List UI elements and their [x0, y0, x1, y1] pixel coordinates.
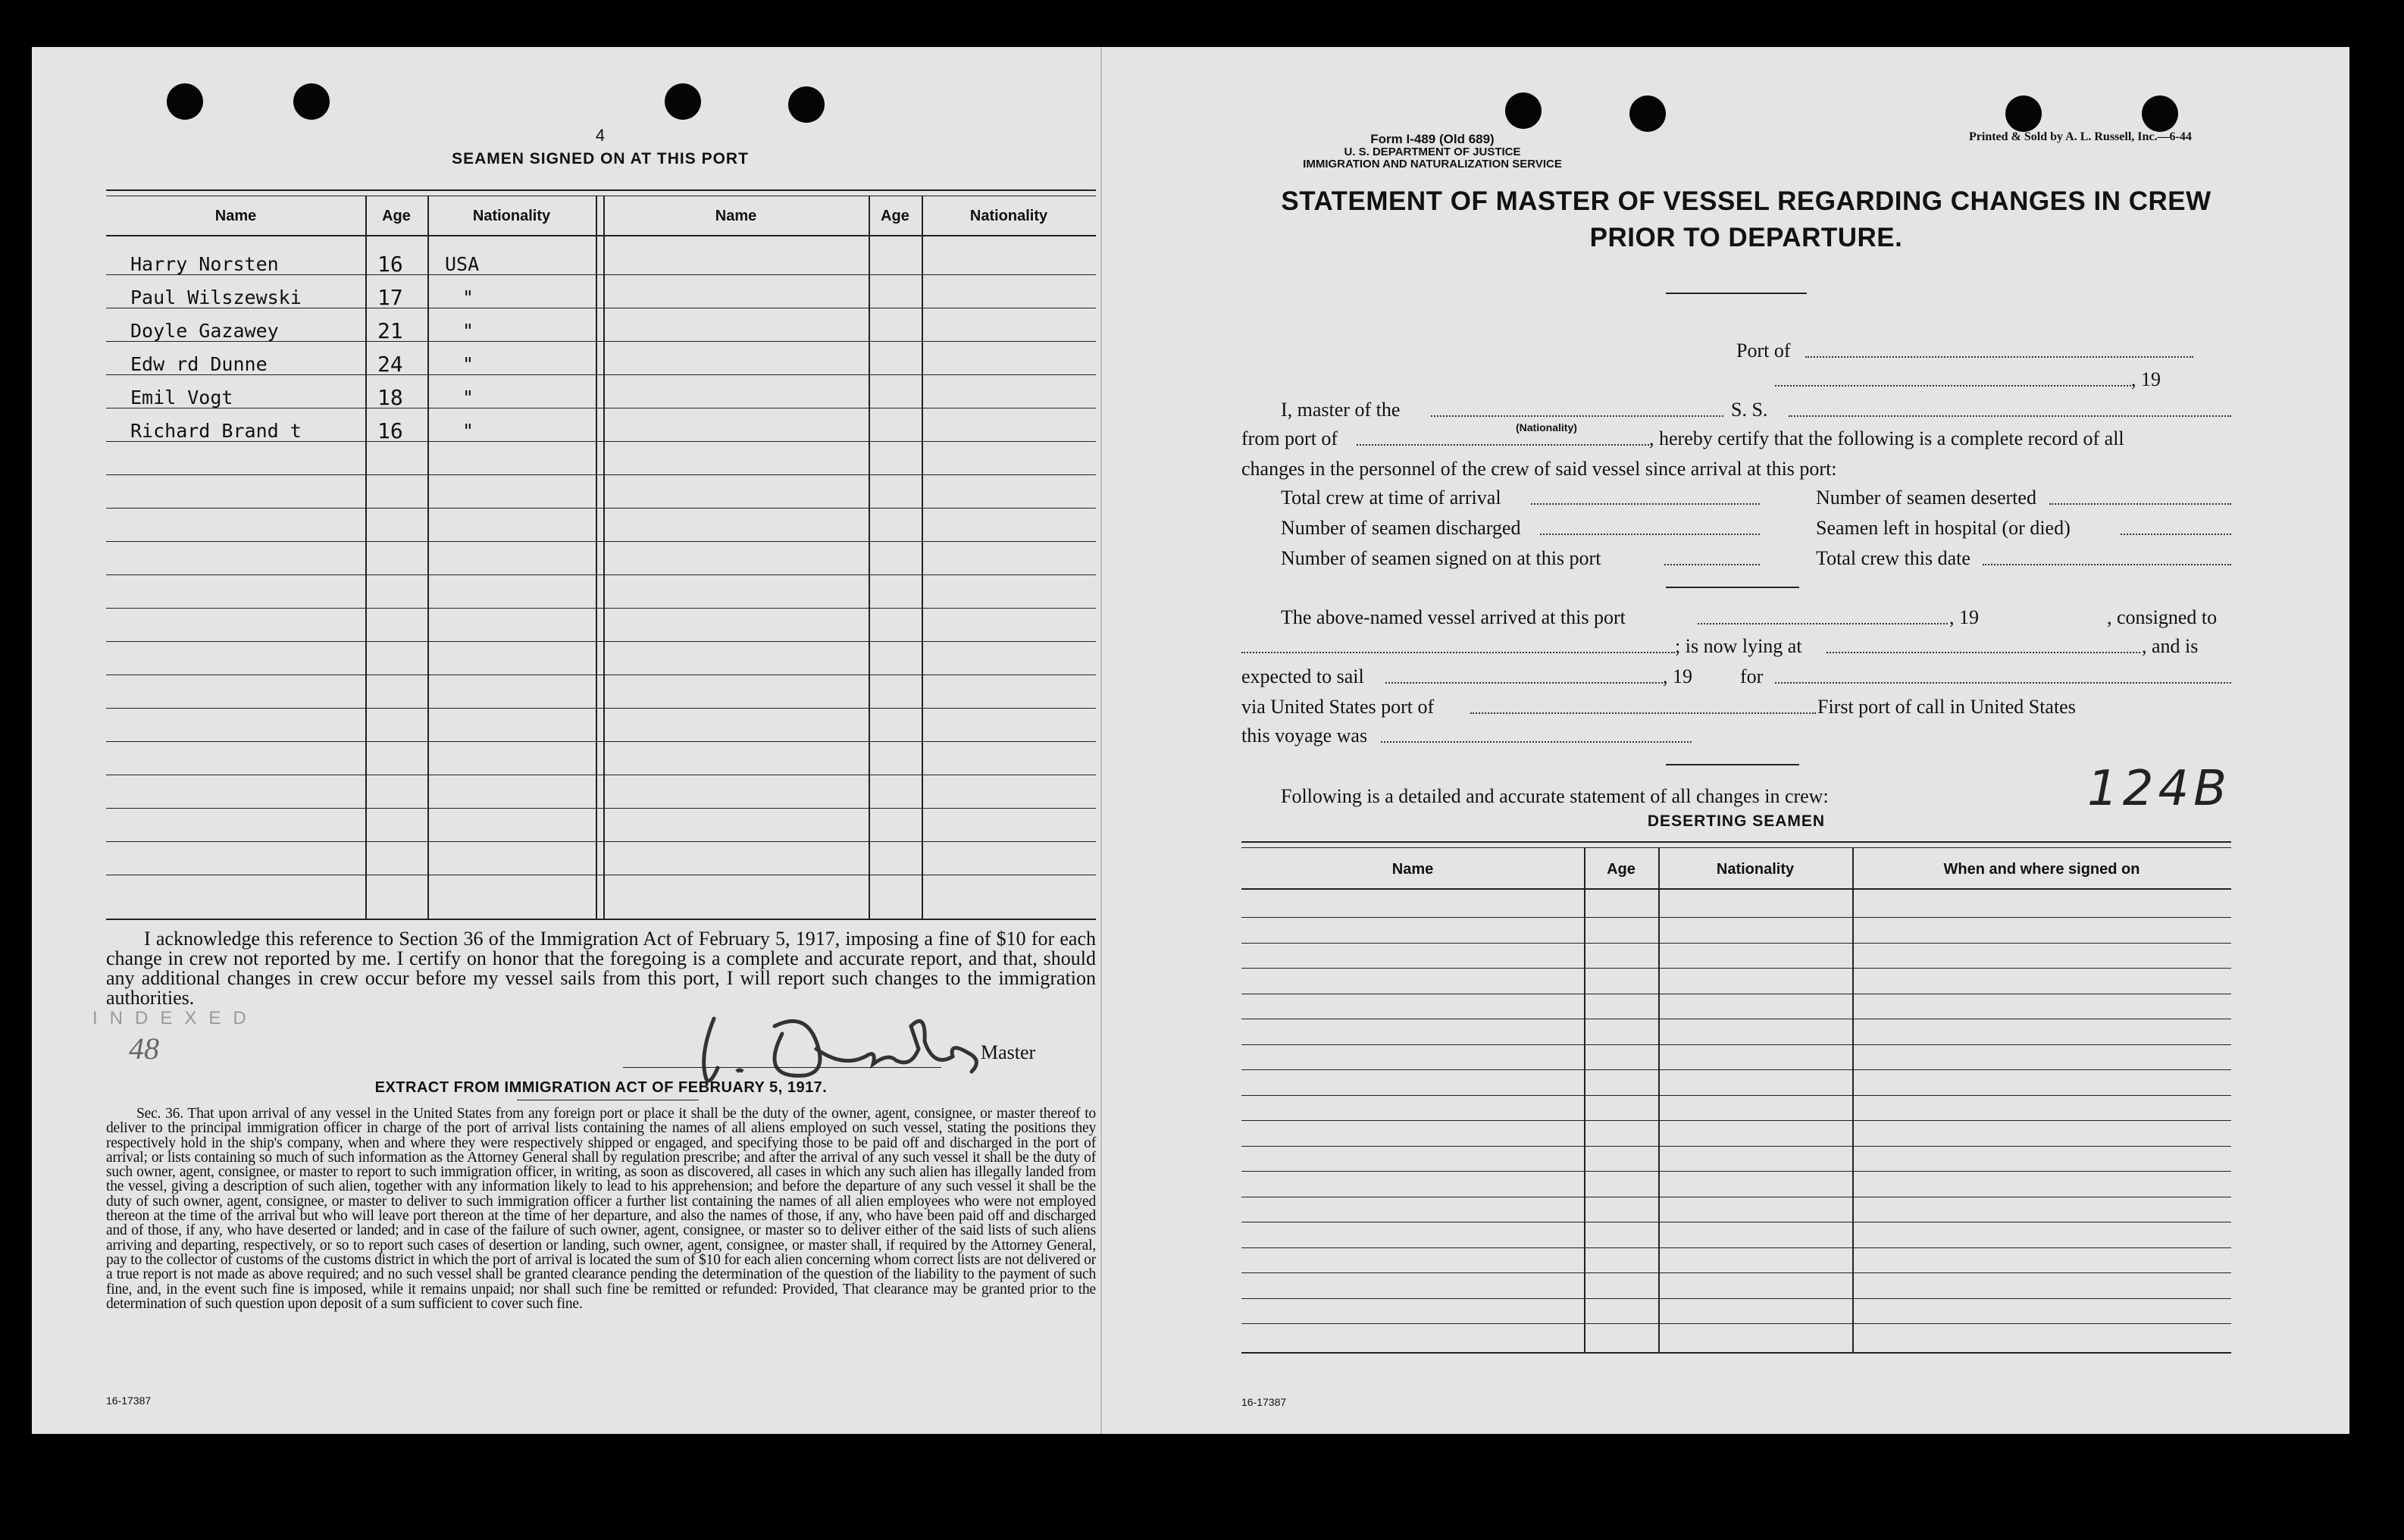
ss-label: S. S.	[1731, 399, 1768, 421]
column-header-name: Name	[1391, 861, 1434, 878]
column-header-name: Name	[715, 208, 757, 224]
seaman-nationality: "	[462, 286, 474, 308]
punch-hole	[2142, 95, 2178, 132]
signature-line	[623, 1067, 941, 1068]
form-code: 16-17387	[1241, 1396, 1287, 1408]
table-row-rule	[106, 574, 1096, 575]
punch-hole	[293, 83, 330, 120]
table-row-rule	[1241, 1247, 2231, 1248]
table-row-rule	[1241, 1095, 2231, 1096]
via-port-field[interactable]	[1470, 712, 1816, 714]
table-row-rule	[106, 608, 1096, 609]
printer-credit: Printed & Sold by A. L. Russell, Inc.—6-44	[1969, 130, 2192, 143]
table-header-rule	[1241, 888, 2231, 890]
table-top-rule	[1241, 841, 2231, 843]
table-row-rule	[1241, 1044, 2231, 1045]
voyage-label: this voyage was	[1241, 725, 1368, 747]
section-rule	[1666, 587, 1799, 588]
table-row-rule	[106, 841, 1096, 842]
punch-hole	[2005, 95, 2042, 132]
column-header-nationality: Nationality	[472, 208, 551, 224]
total-crew-arrival-label: Total crew at time of arrival	[1281, 487, 1501, 509]
seaman-nationality: "	[462, 320, 474, 342]
now-lying-label: ; is now lying at	[1675, 635, 1802, 657]
seaman-age: 17	[377, 285, 403, 310]
table-row-rule	[1241, 1146, 2231, 1147]
from-port-label: from port of	[1241, 427, 1338, 449]
left-page	[32, 47, 1100, 1434]
seaman-nationality: USA	[445, 253, 480, 275]
column-header-signed-on: When and where signed on	[1943, 861, 2140, 878]
seaman-age: 16	[377, 252, 403, 277]
vessel-name-field[interactable]	[1789, 415, 2231, 417]
column-header-age: Age	[881, 208, 909, 224]
table-header-rule	[106, 235, 1096, 236]
seaman-name: Edw rd Dunne	[130, 353, 268, 375]
seamen-discharged-field[interactable]	[1540, 534, 1760, 535]
punch-hole	[788, 86, 825, 123]
form-code: 16-17387	[106, 1394, 152, 1407]
seamen-signed-field[interactable]	[1664, 564, 1760, 565]
port-of-label: Port of	[1736, 340, 1791, 362]
page-number: 4	[595, 126, 606, 145]
nationality-caption: (Nationality)	[1516, 421, 1577, 434]
table-top-rule	[106, 189, 1096, 191]
table-row-rule	[106, 474, 1096, 475]
seaman-name: Paul Wilszewski	[130, 286, 302, 308]
master-of-label: I, master of the	[1281, 399, 1401, 421]
seaman-name: Emil Vogt	[130, 387, 233, 408]
seamen-deserted-label: Number of seamen deserted	[1816, 487, 2036, 509]
destination-field[interactable]	[1775, 682, 2231, 684]
table-row-rule	[1241, 1272, 2231, 1273]
table-row-rule	[106, 508, 1096, 509]
column-header-nationality: Nationality	[969, 208, 1048, 224]
table-row-rule	[106, 708, 1096, 709]
total-crew-arrival-field[interactable]	[1531, 503, 1760, 505]
for-label: for	[1740, 665, 1764, 687]
seaman-age: 24	[377, 352, 403, 377]
right-page	[1100, 47, 2349, 1434]
handwritten-reference: 124B	[2087, 761, 2232, 817]
table-row-rule	[1241, 1323, 2231, 1324]
column-divider	[1658, 847, 1660, 1352]
first-port-label: First port of call in United States	[1817, 696, 2076, 718]
from-port-field[interactable]	[1357, 444, 1649, 446]
seamen-hospital-label: Seamen left in hospital (or died)	[1816, 517, 2071, 539]
seaman-age: 21	[377, 318, 403, 343]
punch-hole	[1505, 92, 1542, 129]
seamen-discharged-label: Number of seamen discharged	[1281, 517, 1521, 539]
table-row-rule	[1241, 1171, 2231, 1172]
master-label: Master	[981, 1041, 1036, 1063]
table-row-rule	[106, 741, 1096, 742]
table-bottom-rule	[1241, 1352, 2231, 1354]
acknowledgement-paragraph: I acknowledge this reference to Section 36 of the Immigration Act of February 5, 1917, imposing a fine of $10 for each change in crew not reported by me. I certify on honor that the foregoing is a complete and accurate report, and that, should any additional changes in crew occur before my vessel sails from this port, I will report such changes to the immigration authorities.	[106, 928, 1096, 1009]
service-name: IMMIGRATION AND NATURALIZATION SERVICE	[1303, 158, 1562, 171]
column-divider	[1852, 847, 1854, 1352]
indexed-stamp: INDEXED	[92, 1008, 258, 1028]
expected-to-sail-label: expected to sail	[1241, 665, 1364, 687]
department-name: U. S. DEPARTMENT OF JUSTICE	[1344, 146, 1521, 158]
sail-year-label: , 19	[1663, 665, 1692, 687]
voyage-field[interactable]	[1381, 741, 1692, 743]
via-port-label: via United States port of	[1241, 696, 1435, 718]
punch-hole	[167, 83, 203, 120]
column-header-age: Age	[382, 208, 411, 224]
table-row-rule	[1241, 1069, 2231, 1070]
column-divider	[427, 196, 429, 919]
table-row-rule	[106, 641, 1096, 642]
extract-text: Sec. 36. That upon arrival of any vessel in the United States from any foreign port or place it shall be the duty of the owner, agent, consignee, or master thereof to deliver to the principal immigration officer in charge of the port of arrival lists containing the names of all aliens employed on such vessel, stating the positions they respectively hold in the ship's company, when and where they were respectively shipped or engaged, and specifying those to be paid off and discharged in the port of arrival; or lists containing so much of such information as the Attorney General shall by regulation prescribe; and after the arrival of any such vessel it shall be the duty of such owner, agent, consignee, or master to report to such immigration officer, in writing, as soon as discovered, all cases in which any such alien has illegally landed from the vessel, giving a description of such alien, together with any information likely to lead to his apprehension; and before the departure of any such vessel it shall be the duty of such owner, agent, consignee, or master to deliver to such immigration officer a further list containing the names of all alien employees who were not employed thereon at the time of the arrival but who will leave port thereon at the time of her departure, and also the names of those, if any, who have been paid off and discharged and of those, if any, who have deserted or landed; and in case of the failure of such owner, agent, consignee, or master so to deliver either of the said lists of such aliens arriving and departing, respectively, or so to report such cases of desertion or landing, such owner, agent, consignee, or master shall, if required by the Attorney General, pay to the collector of customs of the customs district in which the port of arrival is located the sum of $10 for each alien concerning whom correct lists are not delivered or a true report is not made as above required; and no such vessel shall be granted clearance pending the determination of the question of the liability to the payment of such fine, and, in the event such fine is imposed, while it remains unpaid; nor shall such fine be remitted or refunded: Provided, That clearance may be granted prior to the determination of such question upon deposit of a sum sufficient to cover such fine.	[106, 1106, 1096, 1312]
seamen-deserted-field[interactable]	[2049, 503, 2231, 505]
table-row-rule	[1241, 968, 2231, 969]
changes-text: changes in the personnel of the crew of said vessel since arrival at this port:	[1241, 458, 1837, 480]
nationality-field[interactable]	[1431, 415, 1723, 417]
section-rule	[1666, 764, 1799, 765]
lying-at-field[interactable]	[1826, 652, 2140, 653]
seaman-age: 16	[377, 418, 403, 443]
column-divider	[1584, 847, 1585, 1352]
column-divider	[869, 196, 870, 919]
consigned-to-label: , consigned to	[2107, 606, 2218, 628]
column-divider	[365, 196, 367, 919]
seamen-hospital-field[interactable]	[2121, 534, 2231, 535]
table-bottom-rule	[106, 919, 1096, 920]
table-row-rule	[106, 808, 1096, 809]
port-of-field[interactable]	[1805, 356, 2193, 358]
statement-subtitle: PRIOR TO DEPARTURE.	[1589, 223, 1903, 252]
statement-title: STATEMENT OF MASTER OF VESSEL REGARDING CHANGES IN CREW	[1281, 186, 2211, 216]
table-row-rule	[106, 541, 1096, 542]
column-header-age: Age	[1607, 861, 1636, 878]
date-field[interactable]	[1775, 385, 2131, 387]
column-header-name: Name	[214, 208, 257, 224]
total-crew-date-field[interactable]	[1983, 564, 2231, 565]
table-row-rule	[1241, 1120, 2231, 1121]
table-row-rule	[1241, 943, 2231, 944]
and-is-label: , and is	[2142, 635, 2199, 657]
arrived-date-field[interactable]	[1698, 623, 1948, 624]
column-divider	[922, 196, 923, 919]
form-number: Form I-489 (Old 689)	[1370, 132, 1495, 146]
section-title: SEAMEN SIGNED ON AT THIS PORT	[452, 150, 749, 167]
seaman-age: 18	[377, 385, 403, 410]
certify-text: , hereby certify that the following is a complete record of all	[1649, 427, 2124, 449]
seaman-nationality: "	[462, 387, 474, 408]
column-divider	[596, 196, 597, 919]
seamen-signed-label: Number of seamen signed on at this port	[1281, 547, 1601, 569]
deserting-seamen-title: DESERTING SEAMEN	[1647, 812, 1826, 830]
seaman-name: Harry Norsten	[130, 253, 279, 275]
seaman-name: Richard Brand t	[130, 420, 302, 442]
seaman-nationality: "	[462, 420, 474, 442]
sail-date-field[interactable]	[1385, 682, 1663, 684]
consignee-field[interactable]	[1241, 652, 1675, 653]
column-header-nationality: Nationality	[1716, 861, 1795, 878]
seaman-nationality: "	[462, 353, 474, 375]
arrived-year-label: , 19	[1949, 606, 1979, 628]
column-divider	[603, 196, 605, 919]
table-top-rule	[1241, 847, 2231, 848]
extract-title: EXTRACT FROM IMMIGRATION ACT OF FEBRUARY 5, 1917.	[374, 1079, 828, 1096]
stamp-number: 48	[129, 1031, 159, 1066]
arrived-label: The above-named vessel arrived at this port	[1281, 606, 1626, 628]
punch-hole	[665, 83, 701, 120]
table-row-rule	[1241, 1298, 2231, 1299]
following-text: Following is a detailed and accurate statement of all changes in crew:	[1281, 785, 1829, 807]
total-crew-date-label: Total crew this date	[1816, 547, 1970, 569]
punch-hole	[1629, 95, 1666, 132]
table-row-rule	[1241, 917, 2231, 918]
title-rule	[1666, 293, 1807, 294]
seaman-name: Doyle Gazawey	[130, 320, 279, 342]
year-label: , 19	[2131, 368, 2161, 390]
